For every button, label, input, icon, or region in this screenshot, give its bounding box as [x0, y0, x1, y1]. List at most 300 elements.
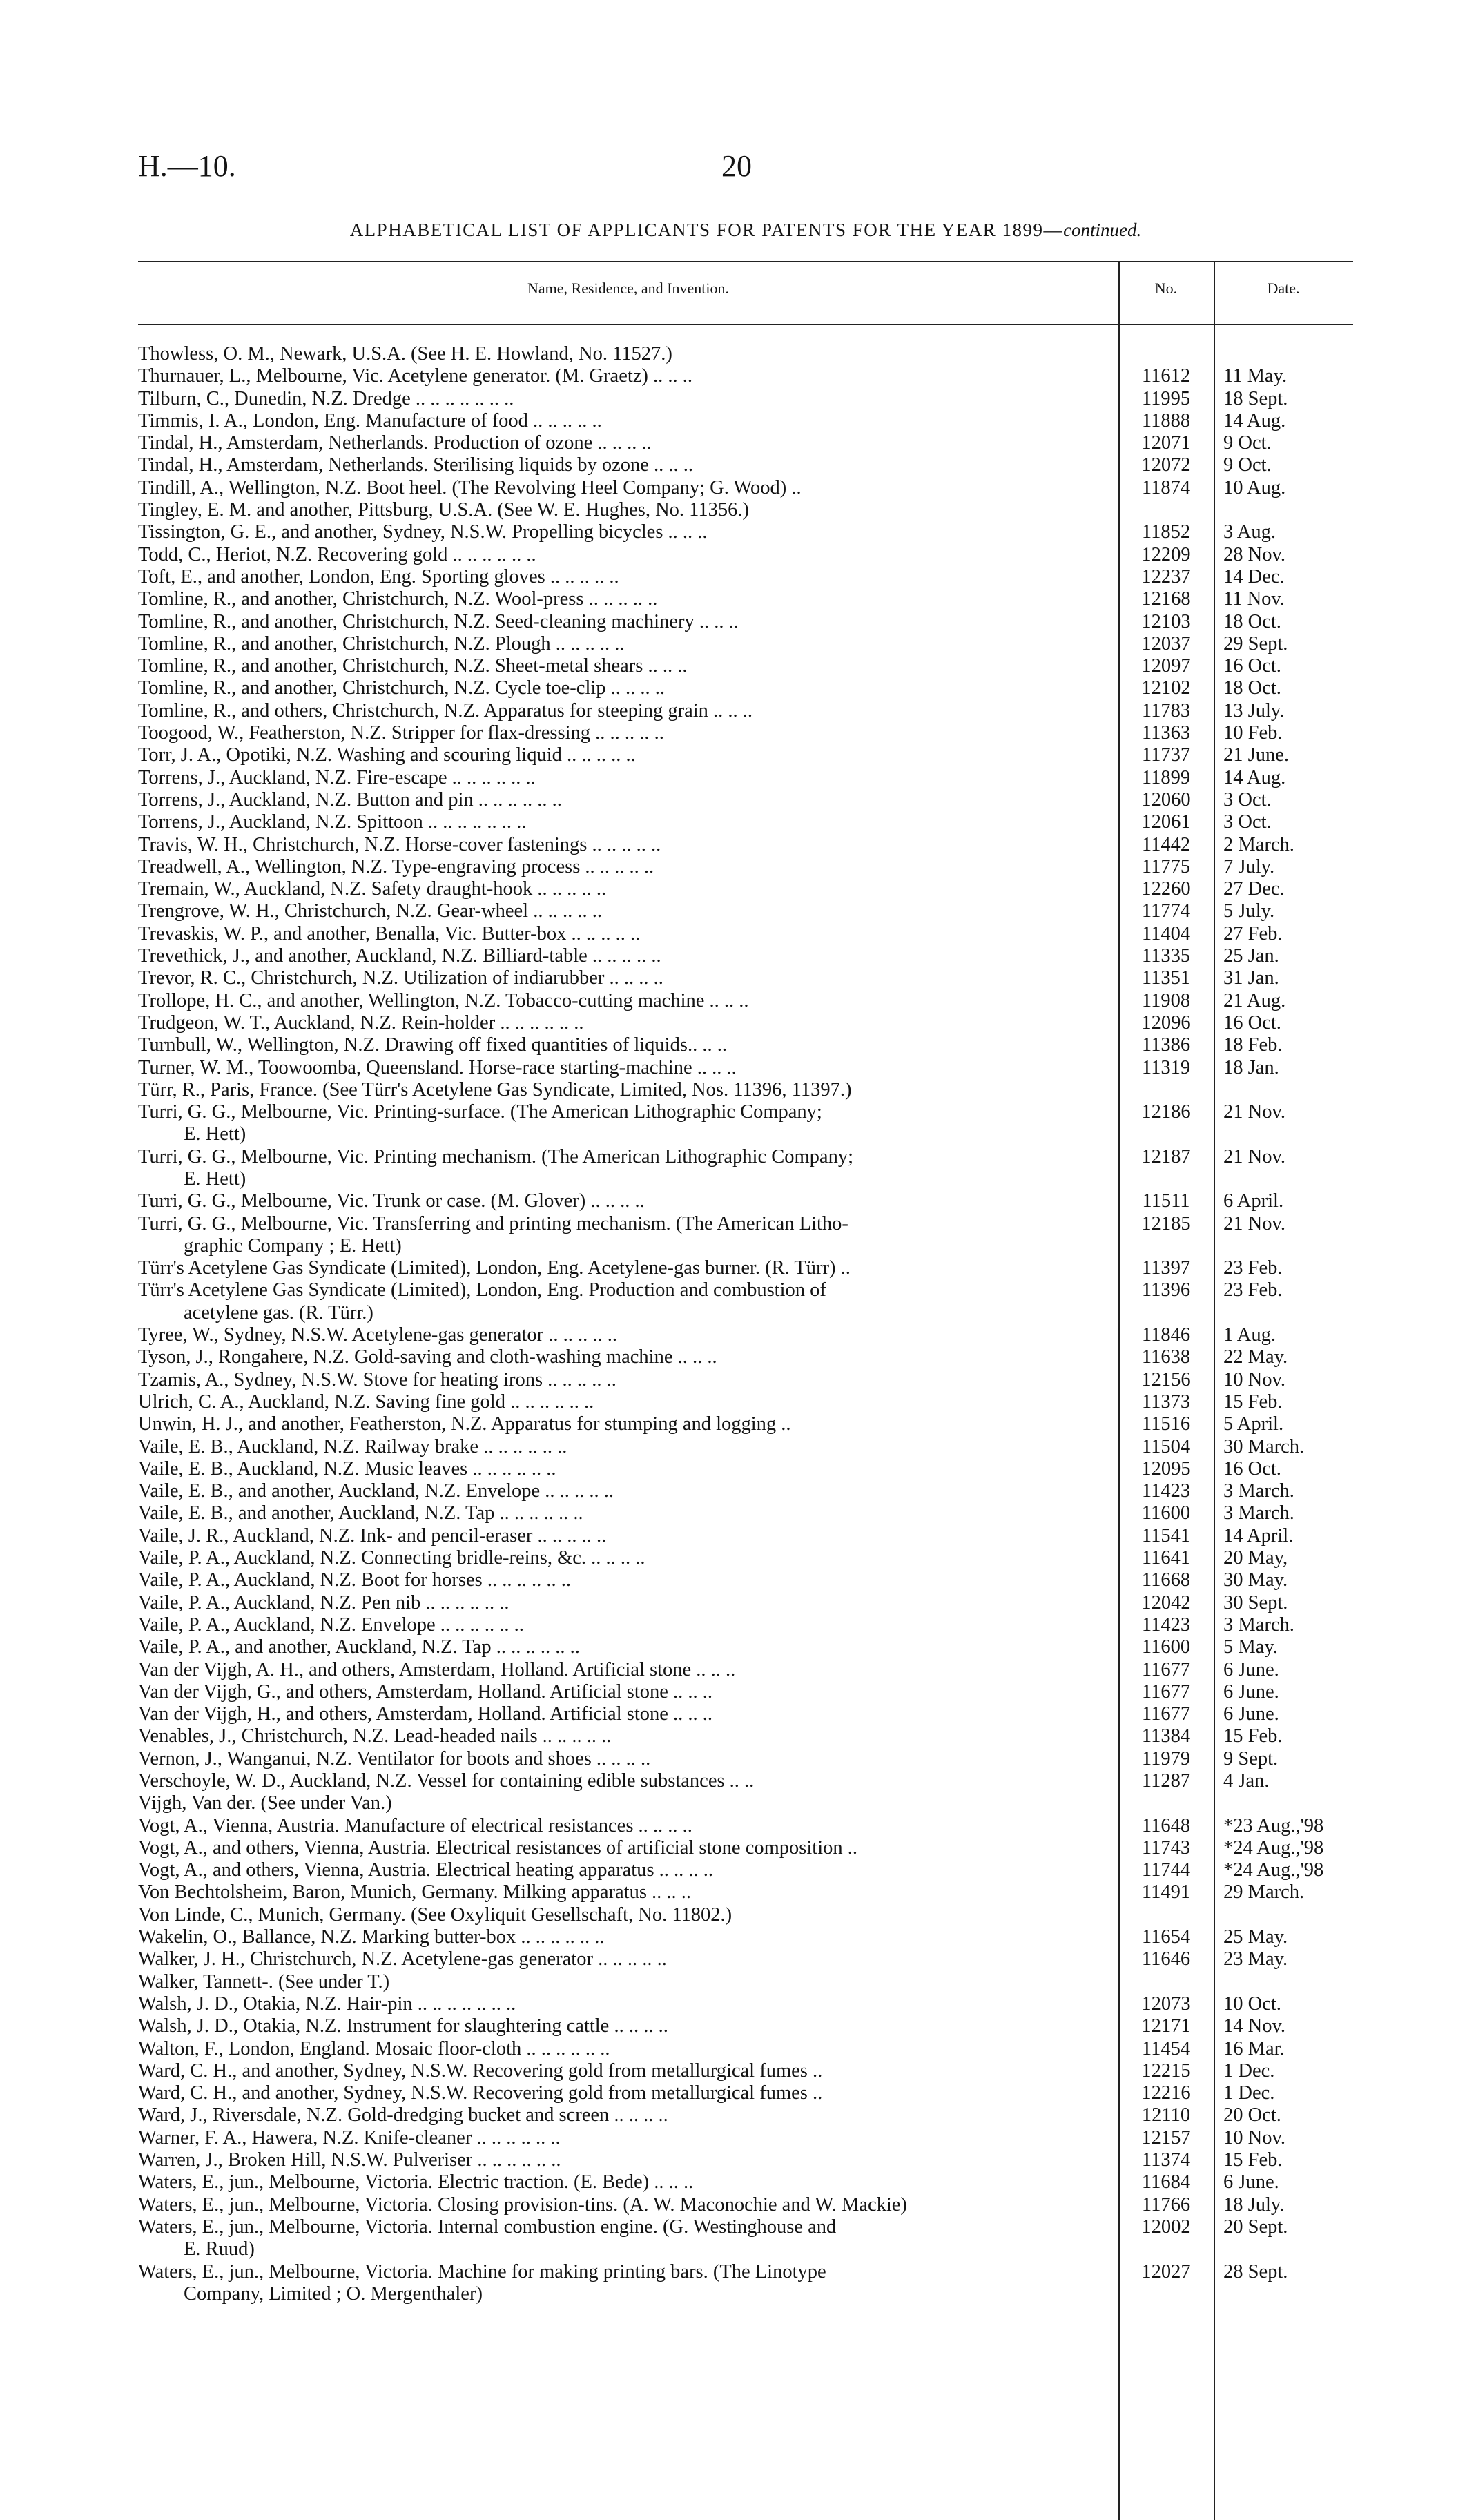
table-row: [138, 1436, 1353, 1458]
patent-number: 11404: [1141, 922, 1191, 944]
applicant-entry: [138, 477, 1118, 499]
applicant-entry: [138, 1413, 1118, 1435]
application-date: 9 Oct.: [1223, 432, 1272, 454]
applicant-entry: [138, 1101, 1118, 1146]
application-date: 4 Jan.: [1223, 1770, 1270, 1792]
application-date: 16 Oct.: [1223, 1457, 1281, 1480]
patent-number: 12156: [1141, 1368, 1191, 1390]
application-date: 21 Nov.: [1223, 1212, 1285, 1234]
applicant-text: Tremain, W., Auckland, N.Z. Safety draught-hook .. .. .. .. ..: [138, 878, 607, 900]
applicant-text: Von Bechtolsheim, Baron, Munich, Germany. Milking apparatus .. .. ..: [138, 1881, 692, 1903]
table-row: [138, 588, 1353, 610]
applicant-text: Warren, J., Broken Hill, N.S.W. Pulveriser .. .. .. .. .. ..: [138, 2149, 561, 2171]
applicant-text: Vaile, P. A., Auckland, N.Z. Connecting bridle-reins, &c. .. .. .. ..: [138, 1547, 645, 1569]
application-date: 6 April.: [1223, 1190, 1284, 1212]
applicant-entry: [138, 343, 1118, 365]
applicant-text: Walton, F., London, England. Mosaic floor-cloth .. .. .. .. .. ..: [138, 2037, 610, 2059]
table-row: [138, 834, 1353, 856]
patent-number: 11677: [1141, 1703, 1191, 1725]
applicant-text: Wakelin, O., Ballance, N.Z. Marking butter-box .. .. .. .. .. ..: [138, 1926, 605, 1948]
applicant-text: Tindal, H., Amsterdam, Netherlands. Production of ozone .. .. .. ..: [138, 432, 652, 454]
patent-number: 11646: [1141, 1948, 1191, 1970]
application-date: 6 June.: [1223, 1658, 1279, 1680]
table-row: [138, 410, 1353, 432]
table-row: [138, 2216, 1353, 2261]
applicant-entry: [138, 923, 1118, 945]
applicant-text: Warner, F. A., Hawera, N.Z. Knife-cleaner .. .. .. .. .. ..: [138, 2126, 561, 2149]
patent-number: 11541: [1141, 1524, 1191, 1547]
patent-number: 11373: [1141, 1390, 1191, 1413]
table-row: [138, 700, 1353, 722]
applicant-entry: [138, 2015, 1118, 2037]
patent-number: [1118, 1792, 1214, 1814]
application-date: 20 Sept.: [1223, 2216, 1288, 2238]
application-date: 20 May,: [1223, 1547, 1288, 1569]
applicant-entry: [138, 2082, 1118, 2104]
patent-number: 12168: [1141, 588, 1191, 610]
application-date: 3 March.: [1223, 1502, 1294, 1524]
patent-number: 11384: [1141, 1725, 1191, 1747]
patent-number: 11774: [1141, 900, 1191, 922]
application-date: 16 Oct.: [1223, 1011, 1281, 1034]
table-row: [138, 2171, 1353, 2193]
application-date: 30 March.: [1223, 1435, 1305, 1457]
patent-number: 12171: [1141, 2015, 1191, 2037]
applicant-entry: [138, 1257, 1118, 1279]
application-date: 1 Dec.: [1223, 2059, 1275, 2082]
patent-number: 12110: [1141, 2104, 1191, 2126]
column-header-no: No.: [1154, 280, 1178, 297]
table-row: [138, 2104, 1353, 2126]
table-row: [138, 1324, 1353, 1346]
applicant-text: Toogood, W., Featherston, N.Z. Stripper for flax-dressing .. .. .. .. ..: [138, 722, 664, 744]
patent-number: 11874: [1141, 476, 1191, 498]
applicant-text: Vaile, P. A., Auckland, N.Z. Envelope .. .. .. .. .. ..: [138, 1613, 524, 1636]
patent-number: [1118, 343, 1214, 365]
table-row: [138, 1725, 1353, 1747]
applicant-entry: [138, 900, 1118, 922]
applicant-text: Vogt, A., and others, Vienna, Austria. Electrical resistances of artificial stone composition ..: [138, 1836, 857, 1859]
table-row: [138, 611, 1353, 633]
application-date: 25 Jan.: [1223, 945, 1279, 967]
applicant-text: Turri, G. G., Melbourne, Vic. Trunk or case. (M. Glover) .. .. .. ..: [138, 1190, 645, 1212]
patent-number: 11852: [1141, 521, 1191, 543]
table-top-rule: [138, 261, 1353, 262]
applicant-text: Turri, G. G., Melbourne, Vic. Printing-surface. (The American Lithographic Company;: [138, 1101, 822, 1123]
applicant-text: Waters, E., jun., Melbourne, Victoria. Machine for making printing bars. (The Linotype: [138, 2260, 826, 2282]
applicant-text: Timmis, I. A., London, Eng. Manufacture of food .. .. .. .. ..: [138, 409, 602, 432]
applicant-entry: [138, 1837, 1118, 1859]
patent-number: 11351: [1141, 967, 1191, 989]
application-date: 16 Mar.: [1223, 2037, 1285, 2059]
patent-number: 11612: [1141, 365, 1191, 387]
table-row: [138, 2261, 1353, 2306]
applicant-text: Van der Vijgh, G., and others, Amsterdam, Holland. Artificial stone .. .. ..: [138, 1680, 713, 1703]
applicant-entry: [138, 1458, 1118, 1480]
table-row: [138, 1971, 1353, 1993]
application-date: 21 Aug.: [1223, 989, 1286, 1011]
application-date: 9 Sept.: [1223, 1747, 1279, 1770]
table-row: [138, 1792, 1353, 1814]
table-row: [138, 990, 1353, 1012]
application-date: 2 March.: [1223, 833, 1294, 855]
applicant-text: Vogt, A., Vienna, Austria. Manufacture of electrical resistances .. .. .. ..: [138, 1814, 692, 1836]
application-date: 14 Aug.: [1223, 766, 1286, 788]
column-header-name: Name, Residence, and Invention.: [527, 280, 729, 297]
page-number: 20: [721, 149, 752, 183]
patent-number: 12103: [1141, 610, 1191, 632]
applicant-text: Travis, W. H., Christchurch, N.Z. Horse-cover fastenings .. .. .. .. ..: [138, 833, 661, 855]
table-row: [138, 1369, 1353, 1391]
application-date: 21 June.: [1223, 744, 1289, 766]
table-row: [138, 1881, 1353, 1903]
table-row: [138, 744, 1353, 766]
application-date: 23 May.: [1223, 1948, 1288, 1970]
applicant-text: Trevor, R. C., Christchurch, N.Z. Utilization of indiarubber .. .. .. ..: [138, 967, 663, 989]
applicant-text: Turnbull, W., Wellington, N.Z. Drawing off fixed quantities of liquids.. .. ..: [138, 1034, 727, 1056]
application-date: 3 Aug.: [1223, 521, 1276, 543]
patent-number: 11908: [1141, 989, 1191, 1011]
table-row: [138, 878, 1353, 900]
applicant-text: Waters, E., jun., Melbourne, Victoria. Internal combustion engine. (G. Westinghouse and: [138, 2216, 837, 2238]
patent-number: 11386: [1141, 1034, 1191, 1056]
applicant-text: Von Linde, C., Munich, Germany. (See Oxyliquit Gesellschaft, No. 11802.): [138, 1903, 732, 1926]
patent-number: 11363: [1141, 722, 1191, 744]
application-date: *24 Aug.,'98: [1223, 1836, 1324, 1859]
applicant-entry: [138, 1904, 1118, 1926]
table-row: [138, 1547, 1353, 1569]
table-row: [138, 1480, 1353, 1502]
patent-number: 12187: [1141, 1145, 1191, 1167]
table-row: [138, 1748, 1353, 1770]
application-date: 22 May.: [1223, 1346, 1288, 1368]
patent-number: 12042: [1141, 1591, 1191, 1613]
table-row: [138, 343, 1353, 365]
application-date: 1 Aug.: [1223, 1324, 1276, 1346]
table-row: [138, 633, 1353, 655]
applicant-text: Türr's Acetylene Gas Syndicate (Limited), London, Eng. Production and combustion of: [138, 1279, 826, 1301]
patent-number: 11600: [1141, 1636, 1191, 1658]
application-date: 14 April.: [1223, 1524, 1294, 1547]
patent-number: 12260: [1141, 878, 1191, 900]
patent-number: 11744: [1141, 1859, 1191, 1881]
applicant-text: Vaile, E. B., Auckland, N.Z. Music leaves .. .. .. .. .. ..: [138, 1457, 556, 1480]
application-date: 10 Nov.: [1223, 2126, 1285, 2149]
application-date: 15 Feb.: [1223, 2149, 1283, 2171]
table-row: [138, 521, 1353, 543]
table-row: [138, 1012, 1353, 1034]
table-row: [138, 1190, 1353, 1212]
application-date: 9 Oct.: [1223, 454, 1272, 476]
title-continued: continued.: [1063, 220, 1142, 240]
table-row: [138, 1101, 1353, 1146]
patent-number: [1118, 499, 1214, 521]
applicant-text: Waters, E., jun., Melbourne, Victoria. Closing provision-tins. (A. W. Maconochie and W. Mackie): [138, 2193, 907, 2216]
table-row: [138, 1458, 1353, 1480]
applicant-entry: [138, 1079, 1118, 1101]
applicants-table-body: [138, 343, 1353, 2305]
applicant-entry: [138, 2171, 1118, 2193]
patent-number: 11995: [1141, 387, 1191, 409]
patent-number: 11846: [1141, 1324, 1191, 1346]
column-header-date: Date.: [1267, 280, 1300, 297]
applicant-text: Ward, C. H., and another, Sydney, N.S.W. Recovering gold from metallurgical fumes ..: [138, 2059, 823, 2082]
application-date: 3 Oct.: [1223, 811, 1272, 833]
applicant-text: Ward, J., Riversdale, N.Z. Gold-dredging bucket and screen .. .. .. ..: [138, 2104, 668, 2126]
applicant-text: Torrens, J., Auckland, N.Z. Spittoon .. .. .. .. .. .. ..: [138, 811, 527, 833]
application-date: 18 Jan.: [1223, 1056, 1279, 1078]
patent-number: 11668: [1141, 1569, 1191, 1591]
patent-number: 11638: [1141, 1346, 1191, 1368]
table-row: [138, 566, 1353, 588]
applicant-entry: [138, 1881, 1118, 1903]
application-date: 28 Sept.: [1223, 2260, 1288, 2282]
applicant-entry: [138, 1346, 1118, 1368]
patent-number: 12237: [1141, 565, 1191, 588]
patent-number: 12027: [1141, 2260, 1191, 2282]
applicant-entry: [138, 789, 1118, 811]
table-row: [138, 1279, 1353, 1324]
application-date: 5 July.: [1223, 900, 1275, 922]
table-row: [138, 1681, 1353, 1703]
applicant-text: Torr, J. A., Opotiki, N.Z. Washing and scouring liquid .. .. .. .. ..: [138, 744, 636, 766]
page-reference: H.—10.: [138, 149, 236, 183]
applicant-entry: [138, 1748, 1118, 1770]
table-row: [138, 1413, 1353, 1435]
application-date: [1214, 1792, 1335, 1814]
table-row: [138, 1213, 1353, 1258]
application-date: 14 Aug.: [1223, 409, 1286, 432]
patent-number: 12072: [1141, 454, 1191, 476]
patent-number: 11641: [1141, 1547, 1191, 1569]
application-date: 10 Nov.: [1223, 1368, 1285, 1390]
applicant-text-continued: E. Ruud): [184, 2238, 255, 2260]
table-row: [138, 1057, 1353, 1079]
application-date: 6 June.: [1223, 2171, 1279, 2193]
applicant-entry: [138, 1034, 1118, 1056]
applicant-entry: [138, 1324, 1118, 1346]
applicant-entry: [138, 1926, 1118, 1948]
patent-number: 11491: [1141, 1881, 1191, 1903]
table-row: [138, 365, 1353, 387]
application-date: *24 Aug.,'98: [1223, 1859, 1324, 1881]
application-date: 18 Feb.: [1223, 1034, 1283, 1056]
applicant-entry: [138, 2216, 1118, 2261]
applicant-text: Thurnauer, L., Melbourne, Vic. Acetylene generator. (M. Graetz) .. .. ..: [138, 365, 693, 387]
applicant-text: Verschoyle, W. D., Auckland, N.Z. Vessel for containing edible substances .. ..: [138, 1770, 755, 1792]
applicant-text: Vogt, A., and others, Vienna, Austria. Electrical heating apparatus .. .. .. ..: [138, 1859, 714, 1881]
applicant-entry: [138, 1480, 1118, 1502]
table-row: [138, 2194, 1353, 2216]
applicant-text: Vaile, P. A., Auckland, N.Z. Boot for horses .. .. .. .. .. ..: [138, 1569, 571, 1591]
applicant-text: Ward, C. H., and another, Sydney, N.S.W. Recovering gold from metallurgical fumes ..: [138, 2082, 823, 2104]
applicant-entry: [138, 1703, 1118, 1725]
patent-number: 11600: [1141, 1502, 1191, 1524]
applicant-entry: [138, 722, 1118, 744]
table-row: [138, 767, 1353, 789]
applicant-text-continued: Company, Limited ; O. Mergenthaler): [184, 2282, 483, 2305]
applicant-text: Tomline, R., and others, Christchurch, N.Z. Apparatus for steeping grain .. .. ..: [138, 699, 753, 721]
application-date: 29 March.: [1223, 1881, 1305, 1903]
patent-number: [1118, 1971, 1214, 1993]
applicant-entry: [138, 1948, 1118, 1970]
applicant-text-continued: graphic Company ; E. Hett): [184, 1234, 402, 1257]
table-row: [138, 967, 1353, 989]
applicant-text: Thowless, O. M., Newark, U.S.A. (See H. E. Howland, No. 11527.): [138, 343, 672, 365]
patent-number: 12186: [1141, 1101, 1191, 1123]
application-date: 21 Nov.: [1223, 1145, 1285, 1167]
applicant-entry: [138, 1369, 1118, 1391]
patent-number: 12185: [1141, 1212, 1191, 1234]
applicant-entry: [138, 2149, 1118, 2171]
application-date: 20 Oct.: [1223, 2104, 1281, 2126]
table-row: [138, 2015, 1353, 2037]
table-row: [138, 1703, 1353, 1725]
table-row: [138, 1525, 1353, 1547]
application-date: [1214, 1079, 1335, 1101]
table-row: [138, 2060, 1353, 2082]
applicant-entry: [138, 2060, 1118, 2082]
applicant-entry: [138, 1012, 1118, 1034]
application-date: [1214, 1904, 1335, 1926]
patent-number: 11737: [1141, 744, 1191, 766]
patent-number: 12215: [1141, 2059, 1191, 2082]
application-date: 30 May.: [1223, 1569, 1288, 1591]
applicant-text: Toft, E., and another, London, Eng. Sporting gloves .. .. .. .. ..: [138, 565, 619, 588]
table-row: [138, 1614, 1353, 1636]
patent-number: 11899: [1141, 766, 1191, 788]
patent-number: 11888: [1141, 409, 1191, 432]
applicant-text: Vaile, E. B., and another, Auckland, N.Z. Tap .. .. .. .. .. ..: [138, 1502, 583, 1524]
applicant-entry: [138, 1614, 1118, 1636]
table-row: [138, 1770, 1353, 1792]
application-date: 3 Oct.: [1223, 788, 1272, 811]
table-row: [138, 1079, 1353, 1101]
applicant-text-continued: E. Hett): [184, 1123, 246, 1145]
applicant-entry: [138, 1636, 1118, 1658]
patent-number: 12097: [1141, 655, 1191, 677]
applicant-entry: [138, 1547, 1118, 1569]
applicant-entry: [138, 1502, 1118, 1524]
patent-number: 12002: [1141, 2216, 1191, 2238]
applicant-entry: [138, 700, 1118, 722]
patent-number: 12061: [1141, 811, 1191, 833]
applicant-text: Trevaskis, W. P., and another, Benalla, Vic. Butter-box .. .. .. .. ..: [138, 922, 641, 944]
application-date: 16 Oct.: [1223, 655, 1281, 677]
applicant-entry: [138, 744, 1118, 766]
table-row: [138, 1391, 1353, 1413]
applicant-text: Ulrich, C. A., Auckland, N.Z. Saving fine gold .. .. .. .. .. ..: [138, 1390, 594, 1413]
patent-number: 11374: [1141, 2149, 1191, 2171]
applicant-entry: [138, 1436, 1118, 1458]
applicant-entry: [138, 1146, 1118, 1191]
table-row: [138, 1993, 1353, 2015]
applicant-text: Walker, Tannett-. (See under T.): [138, 1970, 390, 1993]
patent-number: 11783: [1141, 699, 1191, 721]
applicant-entry: [138, 878, 1118, 900]
application-date: 6 June.: [1223, 1703, 1279, 1725]
table-row: [138, 544, 1353, 566]
application-date: 14 Nov.: [1223, 2015, 1285, 2037]
applicant-entry: [138, 410, 1118, 432]
table-row: [138, 655, 1353, 677]
applicant-text: Walker, J. H., Christchurch, N.Z. Acetylene-gas generator .. .. .. .. ..: [138, 1948, 667, 1970]
header-bottom-rule: [138, 324, 1353, 325]
applicant-text: Tissington, G. E., and another, Sydney, N.S.W. Propelling bicycles .. .. ..: [138, 521, 708, 543]
application-date: 27 Feb.: [1223, 922, 1283, 944]
table-row: [138, 1659, 1353, 1681]
applicant-entry: [138, 1213, 1118, 1258]
application-date: 5 May.: [1223, 1636, 1278, 1658]
applicant-entry: [138, 1190, 1118, 1212]
application-date: 28 Nov.: [1223, 543, 1285, 565]
application-date: 23 Feb.: [1223, 1257, 1283, 1279]
table-row: [138, 722, 1353, 744]
applicant-entry: [138, 1569, 1118, 1591]
table-row: [138, 945, 1353, 967]
applicant-entry: [138, 1659, 1118, 1681]
applicant-entry: [138, 1770, 1118, 1792]
applicant-text: Türr's Acetylene Gas Syndicate (Limited), London, Eng. Acetylene-gas burner. (R. Türr) ..: [138, 1257, 851, 1279]
application-date: [1214, 499, 1335, 521]
patent-number: 12157: [1141, 2126, 1191, 2149]
applicant-entry: [138, 834, 1118, 856]
applicant-entry: [138, 1993, 1118, 2015]
patent-number: 12073: [1141, 1993, 1191, 2015]
applicant-entry: [138, 1859, 1118, 1881]
applicant-text: Tomline, R., and another, Christchurch, N.Z. Plough .. .. .. .. ..: [138, 632, 625, 655]
applicant-entry: [138, 544, 1118, 566]
application-date: 15 Feb.: [1223, 1390, 1283, 1413]
patent-number: 11677: [1141, 1658, 1191, 1680]
applicant-text-continued: acetylene gas. (R. Türr.): [184, 1301, 373, 1324]
patent-number: 11396: [1141, 1279, 1191, 1301]
application-date: 11 May.: [1223, 365, 1288, 387]
patent-number: 11775: [1141, 855, 1191, 878]
applicant-text: Türr, R., Paris, France. (See Türr's Acetylene Gas Syndicate, Limited, Nos. 11396, 11397.): [138, 1078, 852, 1101]
patent-number: 12095: [1141, 1457, 1191, 1480]
application-date: 18 Sept.: [1223, 387, 1288, 409]
table-row: [138, 1837, 1353, 1859]
applicant-entry: [138, 1792, 1118, 1814]
applicant-entry: [138, 588, 1118, 610]
application-date: 31 Jan.: [1223, 967, 1279, 989]
applicant-text: Walsh, J. D., Otakia, N.Z. Instrument for slaughtering cattle .. .. .. ..: [138, 2015, 668, 2037]
applicant-text: Tyson, J., Rongahere, N.Z. Gold-saving and cloth-washing machine .. .. ..: [138, 1346, 717, 1368]
patent-number: [1118, 1079, 1214, 1101]
application-date: 30 Sept.: [1223, 1591, 1288, 1613]
applicant-text: Van der Vijgh, H., and others, Amsterdam, Holland. Artificial stone .. .. ..: [138, 1703, 713, 1725]
title-main: ALPHABETICAL LIST OF APPLICANTS FOR PATENTS FOR THE YEAR 1899—: [349, 220, 1064, 240]
applicant-text: Trudgeon, W. T., Auckland, N.Z. Rein-holder .. .. .. .. .. ..: [138, 1011, 584, 1034]
applicant-text: Vaile, E. B., Auckland, N.Z. Railway brake .. .. .. .. .. ..: [138, 1435, 567, 1457]
application-date: 1 Dec.: [1223, 2082, 1275, 2104]
patent-number: 11654: [1141, 1926, 1191, 1948]
application-date: *23 Aug.,'98: [1223, 1814, 1324, 1836]
application-date: 7 July.: [1223, 855, 1275, 878]
table-row: [138, 923, 1353, 945]
applicant-text: Vaile, J. R., Auckland, N.Z. Ink- and pencil-eraser .. .. .. .. ..: [138, 1524, 607, 1547]
application-date: 18 Oct.: [1223, 677, 1281, 699]
table-row: [138, 1815, 1353, 1837]
application-date: [1214, 343, 1335, 365]
table-row: [138, 2127, 1353, 2149]
applicant-text-continued: E. Hett): [184, 1167, 246, 1190]
patent-number: 11423: [1141, 1480, 1191, 1502]
table-row: [138, 1926, 1353, 1948]
applicant-text: Tomline, R., and another, Christchurch, N.Z. Sheet-metal shears .. .. ..: [138, 655, 688, 677]
table-row: [138, 789, 1353, 811]
